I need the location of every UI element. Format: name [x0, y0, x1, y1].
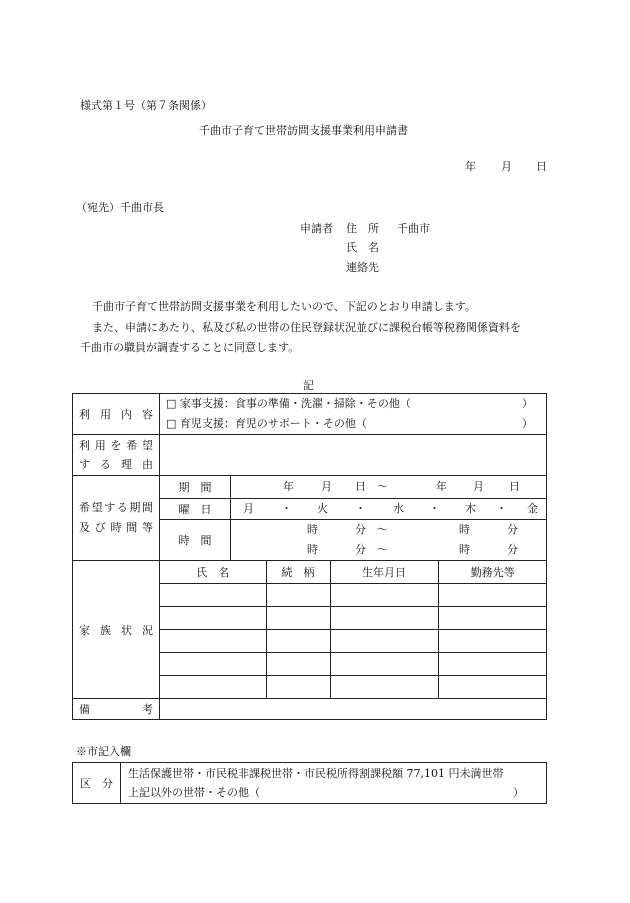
family-grid-cell — [160, 561, 547, 699]
office-option-1[interactable]: 生活保護世帯・市民税非課税世帯・市民税所得割課税額 77,101 円未満世帯 — [128, 767, 504, 780]
weekday-sep: ・ — [496, 502, 507, 515]
option-childcare-close: ） — [522, 417, 533, 430]
time-label-cell — [160, 520, 231, 561]
family-name-input[interactable] — [160, 629, 266, 652]
option-housework[interactable]: □ 家事支援：食事の準備・洗濯・掃除・その他（ — [166, 397, 411, 410]
usage-label-cell — [73, 394, 160, 435]
period-label-cell — [160, 476, 231, 499]
family-birthdate-input[interactable] — [330, 629, 438, 652]
address-value: 千曲市 — [397, 222, 430, 235]
ki-heading: 記 — [303, 379, 314, 392]
family-header-workplace: 勤務先等 — [438, 561, 547, 583]
family-name-input[interactable] — [160, 675, 266, 698]
family-relation-input[interactable] — [266, 652, 330, 675]
remarks-label: 備 考 — [79, 703, 153, 716]
period-start-year: 年 — [283, 480, 294, 493]
weekday-sep: ・ — [281, 502, 292, 515]
family-workplace-input[interactable] — [438, 652, 547, 675]
time-tilde: ～ — [377, 523, 388, 536]
family-name-input[interactable] — [160, 583, 266, 606]
body-line-1: 千曲市子育て世帯訪問支援事業を利用したいので、下記のとおり申請します。 — [92, 300, 476, 313]
form-title: 千曲市子育て世帯訪問支援事業利用申請書 — [199, 124, 408, 137]
time-end-min: 分 — [507, 543, 518, 556]
period-tilde: ～ — [377, 480, 388, 493]
weekday-wed[interactable]: 水 — [393, 502, 404, 515]
family-label-cell — [73, 561, 160, 699]
family-workplace-input[interactable] — [438, 583, 547, 606]
family-workplace-input[interactable] — [438, 675, 547, 698]
option-housework-close: ） — [522, 397, 533, 410]
time-start-min: 分 — [355, 523, 366, 536]
family-workplace-input[interactable] — [438, 629, 547, 652]
weekday-label: 曜 日 — [178, 503, 212, 516]
family-table — [160, 561, 547, 698]
time-tilde: ～ — [377, 543, 388, 556]
application-table — [72, 393, 547, 720]
addressee: （宛先）千曲市長 — [76, 201, 164, 214]
table-row — [160, 652, 547, 675]
date-day: 日 — [536, 160, 547, 173]
body-line-2: また、申請にあたり、私及び私の世帯の住民登録状況並びに課税台帳等税務関係資料を — [92, 321, 521, 334]
weekday-input[interactable] — [231, 499, 547, 520]
time-label: 時 間 — [178, 534, 212, 547]
reason-label-2: する理由 — [79, 458, 153, 471]
period-start-month: 月 — [321, 480, 332, 493]
remarks-input[interactable] — [160, 699, 547, 720]
applicant-label: 申請者 — [300, 222, 333, 235]
name-label: 氏 名 — [346, 241, 379, 254]
family-relation-input[interactable] — [266, 629, 330, 652]
remarks-label-cell — [73, 699, 160, 720]
family-header-name: 氏 名 — [160, 561, 266, 583]
address-label: 住 所 — [346, 222, 379, 235]
office-option-2-close: ） — [513, 786, 524, 799]
date-month: 月 — [501, 160, 512, 173]
family-header-relation: 続 柄 — [266, 561, 330, 583]
weekday-sep: ・ — [429, 502, 440, 515]
table-row — [160, 583, 547, 606]
usage-options-cell — [160, 394, 547, 435]
date-year: 年 — [465, 160, 476, 173]
table-row — [160, 606, 547, 629]
table-row — [160, 629, 547, 652]
time-start-min: 分 — [355, 543, 366, 556]
weekday-thu[interactable]: 木 — [465, 502, 476, 515]
weekday-tue[interactable]: 火 — [317, 502, 328, 515]
office-table — [72, 762, 547, 804]
period-group-label-2: 及び時間等 — [79, 521, 153, 534]
reason-input[interactable] — [160, 435, 547, 476]
time-start-hour: 時 — [307, 543, 318, 556]
usage-label: 利 用 内 容 — [79, 408, 153, 421]
time-end-hour: 時 — [459, 523, 470, 536]
reason-label-cell — [73, 435, 160, 476]
time-end-hour: 時 — [459, 543, 470, 556]
family-workplace-input[interactable] — [438, 606, 547, 629]
period-group-label-1: 希望する期間 — [79, 501, 153, 514]
reason-label-1: 利用を希望 — [79, 439, 153, 452]
family-name-input[interactable] — [160, 652, 266, 675]
family-birthdate-input[interactable] — [330, 606, 438, 629]
office-note: ※市記入欄 — [76, 745, 131, 758]
office-label-cell — [73, 763, 121, 804]
period-label: 期 間 — [178, 481, 212, 494]
time-start-hour: 時 — [307, 523, 318, 536]
time-end-min: 分 — [507, 523, 518, 536]
office-options-cell — [121, 763, 547, 804]
weekday-mon[interactable]: 月 — [243, 502, 254, 515]
family-birthdate-input[interactable] — [330, 583, 438, 606]
table-row — [160, 675, 547, 698]
form-number: 様式第１号（第７条関係） — [80, 99, 212, 112]
period-end-month: 月 — [473, 480, 484, 493]
family-header-birthdate: 生年月日 — [330, 561, 438, 583]
family-label: 家 族 状 況 — [79, 623, 153, 637]
family-birthdate-input[interactable] — [330, 652, 438, 675]
family-name-input[interactable] — [160, 606, 266, 629]
family-relation-input[interactable] — [266, 675, 330, 698]
weekday-sep: ・ — [355, 502, 366, 515]
body-line-3: 千曲市の職員が調査することに同意します。 — [80, 341, 300, 354]
family-relation-input[interactable] — [266, 583, 330, 606]
period-end-day: 日 — [509, 480, 520, 493]
period-end-year: 年 — [436, 480, 447, 493]
family-birthdate-input[interactable] — [330, 675, 438, 698]
weekday-label-cell — [160, 499, 231, 520]
period-group-cell — [73, 476, 160, 561]
weekday-fri[interactable]: 金 — [527, 502, 538, 515]
office-option-2[interactable]: 上記以外の世帯・その他（ — [128, 786, 260, 799]
office-label: 区 分 — [80, 777, 113, 790]
period-start-day: 日 — [355, 480, 366, 493]
time-input[interactable] — [231, 520, 547, 561]
option-childcare[interactable]: □ 育児支援：育児のサポート・その他（ — [166, 417, 367, 430]
family-relation-input[interactable] — [266, 606, 330, 629]
contact-label: 連絡先 — [346, 261, 379, 274]
period-input[interactable] — [231, 476, 547, 499]
